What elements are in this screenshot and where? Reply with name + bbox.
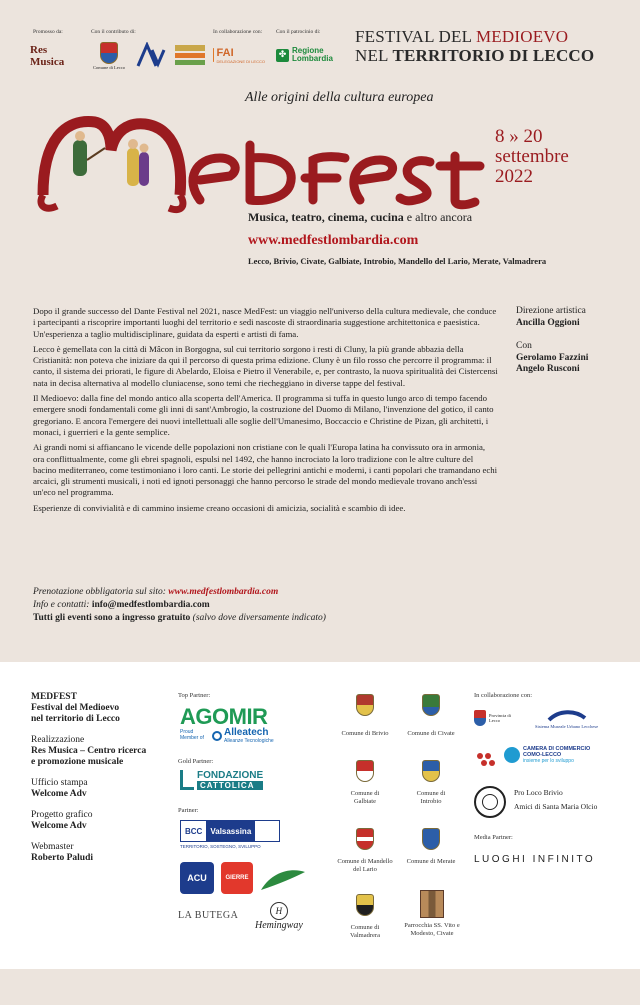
comune-lecco-logo: Comune di Lecco [94, 40, 124, 72]
patronage-label: Con il patrocinio di: [276, 29, 321, 35]
contact-email-link[interactable]: info@medfestlombardia.com [91, 600, 210, 610]
galbiate-crest-icon [356, 760, 374, 782]
comune-mandello: Comune di Mandello del Lario [334, 828, 396, 874]
alleatech-icon [212, 731, 222, 741]
booking-url-link[interactable]: www.medfestlombardia.com [168, 587, 279, 597]
luoghi-infinito-logo: LUOGHI INFINITO [474, 854, 596, 865]
provincia-crest-icon [474, 710, 486, 726]
mandello-crest-icon [356, 828, 374, 850]
comuni-grid [337, 694, 465, 964]
provincia-lecco-logo: Provincia di Lecco [474, 710, 519, 726]
credits: MEDFEST Festival del Medioevo nel territorio di Lecco Realizzazione Res Musica – Centro ricerca e promozione musicale Ufficio stampa Welcome Adv Progetto grafico Welcome Adv Webmaster Roberto Paludi [31, 692, 147, 863]
camera-icon [504, 747, 520, 763]
hero-towns: Lecco, Brivio, Civate, Galbiate, Introbio, Mandello del Lario, Merate, Valmadrera [248, 256, 547, 266]
booking-info: Prenotazione obbligatoria sul sito: www.medfestlombardia.com Info e contatti: info@medfestlombardia.com Tutti gli eventi sono a ingresso gratuito (salvo dove diversamente indicato) [33, 587, 326, 623]
av-logo [133, 40, 169, 70]
brivio-crest-icon [356, 694, 374, 716]
hero-subtitle: Musica, teatro, cinema, cucina e altro ancora [248, 210, 473, 224]
fondazione-icon [180, 770, 194, 790]
footer: MEDFEST Festival del Medioevo nel territorio di Lecco Realizzazione Res Musica – Centro ricerca e promozione musicale Ufficio stampa Welcome Adv Progetto grafico Welcome Adv Webmaster Roberto Paludi Top Partner: AGOMIR Proud Member of Alleatech Alleanze Tecnologiche Gold Partner: FONDAZIONE CATTOLICA Partner: BCC Valsassina TERRITORIO, SOSTEGNO, SVILUPPO ACU GIERRE LA BUTEGA H Hemingway Comune di Brivio Comune di Civate Comune di Galbiate Comune di Introbio Comune di Mandello del Lario Comune di Merate Comune di Valmadrera Parrocchia SS. Vito e Modesto, Civate In collaborazione con: Provincia di Lecco Sistema Museale Urbano Lecchese CAMERA DI COMMERCIO COMO-LECCO insieme per lo sviluppo Pro Loco Brivio Amici di Santa Maria Olcio Media Partner: LUOGHI INFINITO [0, 662, 640, 969]
fai-logo: FAI DELEGAZIONE DI LECCO [216, 46, 265, 64]
res-musica-logo: Res Musica [30, 43, 65, 68]
valmadrera-crest-icon [356, 894, 374, 916]
contribution-label: Con il contributo di: [91, 29, 136, 35]
acel-logos [173, 40, 207, 70]
civate-crest-icon [422, 694, 440, 716]
body-paragraph-3: Il Medioevo: dalla fine del mondo antico alla scoperta dell'America. Il programma si tuffa in questo lungo arco di tempo facendo emergere snodi fondamentali come gli inni di sant'Ambrogio, la costruzione del Duomo di Milano, l'invenzione del gotico, il canto gregoriano. E ancora l'emergere dei nuovi intellettuali alle soglie dell'Umanesimo, Boccaccio e Christine de Pizan, gli architetti, i monaci, i guerrieri e la gente semplice. [33, 393, 494, 437]
parrocchia-civate: Parrocchia SS. Vito e Modesto, Civate [398, 890, 466, 938]
merate-crest-icon [422, 828, 440, 850]
lecco-crest-icon [100, 42, 118, 64]
media-partner-label: Media Partner: [474, 834, 513, 841]
body-paragraph-5: Esperienze di convivialità e di cammino insieme creano occasioni di amicizia, socialità e scambio di idee. [33, 502, 406, 513]
fondazione-cattolica-logo: FONDAZIONE CATTOLICA [180, 770, 263, 790]
alleatech-logo: Alleatech Alleanze Tecnologiche [212, 728, 274, 744]
sistema-museale-logo: Sistema Museale Urbano Lecchese [535, 708, 598, 729]
collaboration-footer-label: In collaborazione con: [474, 692, 533, 699]
regione-lombardia-logo: ✤ Regione Lombardia [276, 45, 338, 65]
hero-tagline: Alle origini della cultura europea [245, 90, 434, 105]
medfest-logo [35, 100, 490, 220]
comune-civate: Comune di Civate [406, 694, 456, 738]
hemingway-logo: H Hemingway [255, 902, 303, 931]
bcc-valsassina-logo: BCC Valsassina [180, 820, 280, 842]
partner-label: Partner: [178, 807, 199, 814]
la-butega-logo: LA BUTEGA [178, 910, 239, 921]
artistic-direction: Direzione artistica Ancilla Oggioni Con Gerolamo Fazzini Angelo Rusconi [516, 306, 589, 374]
camera-commercio-logo: CAMERA DI COMMERCIO COMO-LECCO insieme per lo sviluppo [504, 746, 590, 764]
body-paragraph-4: Ai grandi nomi si affiancano le vicende delle popolazioni non cristiane con le quali l'Europa latina ha convissuto ora in armonia, ora conflittualmente, come gli ebrei spagnoli, espulsi nel 1492, che hanno incrociato la loro tradizione con le altre culture del bacino mediterraneo, come testimoniano i loro canti. Le storie dei pellegrini antichi e moderni, i canti popolari che tramandano echi arcaici, gli strumenti musicali, i noti ed ignoti personaggi che hanno percorso le strade del mondo medievale trovano anch'essi un'eco nel programma. [33, 442, 498, 498]
pro-loco-text: Pro Loco Brivio Amici di Santa Maria Olcio [514, 788, 598, 811]
comune-valmadrera: Comune di Valmadrera [340, 894, 390, 940]
acu-logo: ACU [180, 862, 214, 894]
promoted-by-label: Promosso da: [33, 29, 63, 35]
illuminated-m-icon [41, 122, 183, 210]
top-partner-label: Top Partner: [178, 692, 211, 699]
gierre-logo: GIERRE [221, 862, 253, 894]
collaboration-label: In collaborazione con: [213, 29, 263, 35]
comune-introbio: Comune di Introbio [406, 760, 456, 806]
festival-dates: 8 » 20 settembre 2022 [495, 126, 569, 187]
comune-merate: Comune di Merate [406, 828, 456, 866]
body-paragraph-2: Lecco è gemellata con la città di Mâcon in Borgogna, sul cui territorio sorgono i resti di Cluny, la più grande abbazia della Cristianità: non poteva che iniziare da qui il percorso di questa prima edizione. Cluny è un filo rosso che percorre il programma: il canto, il sistema dei priorati, le figure di Abelardo, Eloisa e Pietro il Venerabile, e, per contrasto, la nuova spiritualità dei Cistercensi nata in decisa alternativa al modello cluniacense, sono temi che riecheggiano in diverse tappe del festival. [33, 343, 498, 388]
pro-loco-logo [474, 786, 506, 818]
proud-member-label: Proud Member of [180, 729, 204, 741]
comune-galbiate: Comune di Galbiate [340, 760, 390, 806]
body-paragraph-1: Dopo il grande successo del Dante Festival nel 2021, nasce MedFest: un viaggio nell'universo della cultura medievale, che conduce i partecipanti a riscoprire importanti luoghi del territorio e sedi nascoste di straordinaria suggestione architettonica e paesistica. Un'esperienza a taglio multidisciplinare, guidata da esperti e artisti di fama. [33, 306, 497, 339]
hero-website-link[interactable]: www.medfestlombardia.com [248, 233, 419, 248]
collab-red-logo [474, 750, 498, 770]
fai-icon [213, 48, 214, 62]
comune-brivio: Comune di Brivio [340, 694, 390, 738]
body-text [33, 306, 498, 518]
introbio-crest-icon [422, 760, 440, 782]
partner-leaf-logo [259, 866, 307, 899]
gold-partner-label: Gold Partner: [178, 758, 214, 765]
parrocchia-image-icon [420, 890, 444, 918]
regione-icon: ✤ [276, 49, 289, 62]
agomir-logo: AGOMIR [180, 704, 268, 729]
festival-title: FESTIVAL DEL MEDIOEVO NEL TERRITORIO DI LECCO [355, 27, 595, 65]
